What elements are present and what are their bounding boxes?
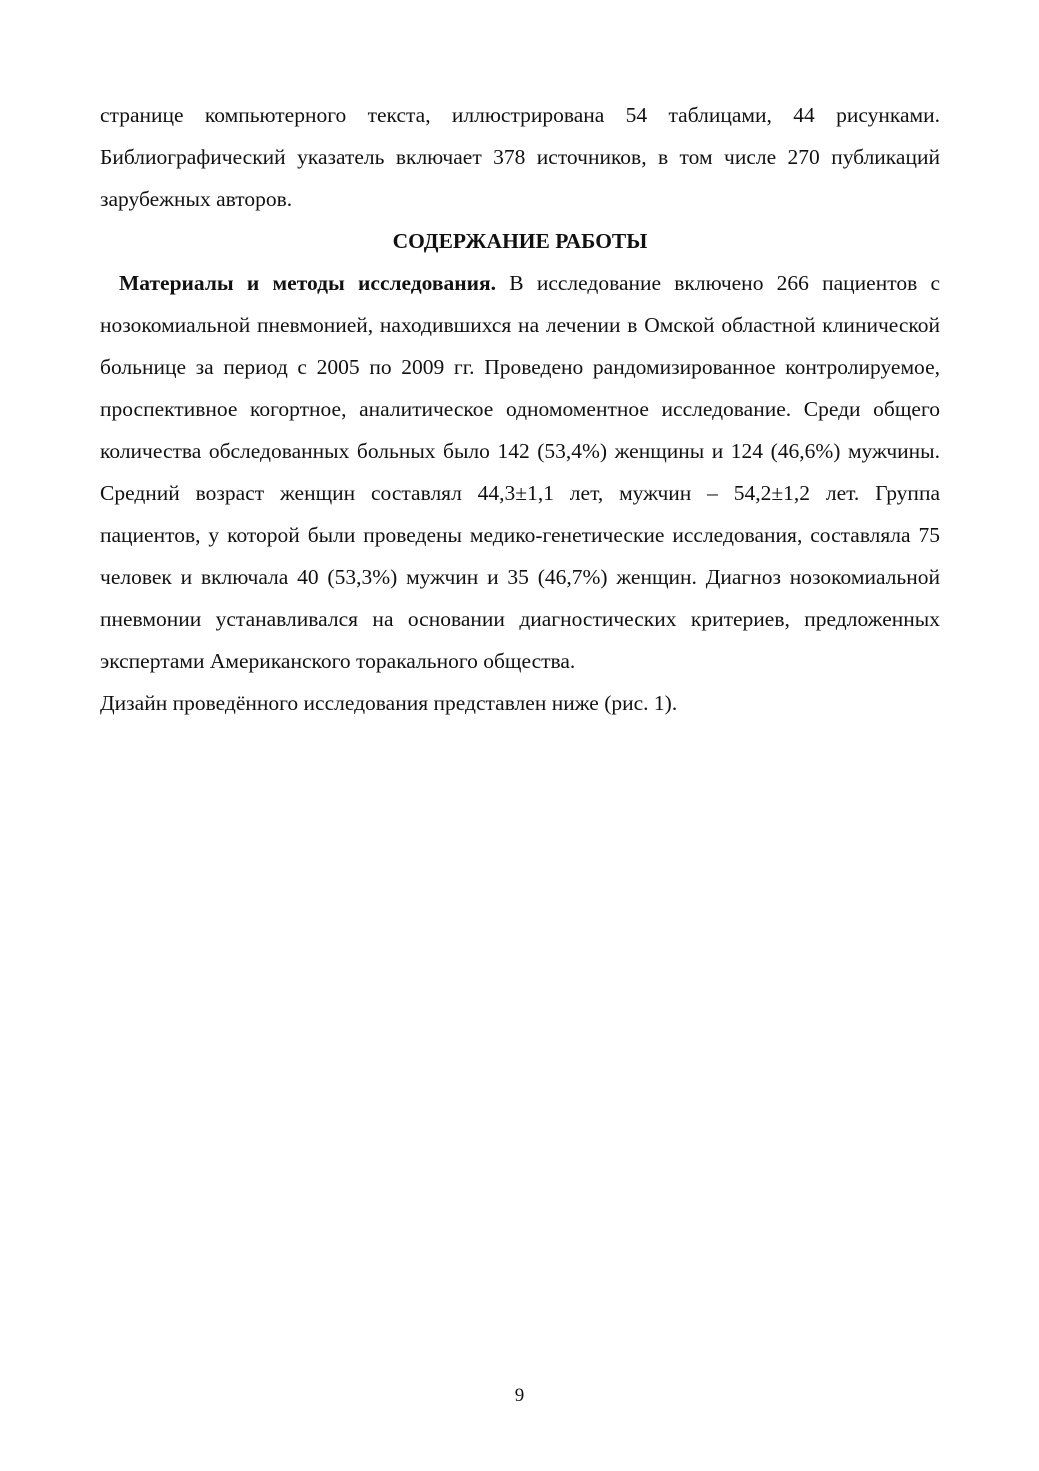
methods-body: В исследование включено 266 пациентов с нозокомиальной пневмонией, находившихся на лечении в Омской областной клинической больнице за период с 2005 по 2009 гг. Проведено рандомизированное контролируемое, проспективное когортное, аналитическое одномоментное исследование. Среди общего количества обследованных больных было 142 (53,4%) женщины и 124 (46,6%) мужчины. Средний возраст женщин составлял 44,3±1,1 лет, мужчин – 54,2±1,2 лет. Группа пациентов, у которой были проведены медико-генетические исследования, составляла 75 человек и включала 40 (53,3%) мужчин и 35 (46,7%) женщин. Диагноз нозокомиальной пневмонии устанавливался на основании диагностических критериев, предложенных экспертами Американского торакального общества. <box>100 271 940 673</box>
body-text <box>100 94 940 724</box>
methods-paragraph <box>100 262 940 682</box>
page-number: 9 <box>514 1385 525 1406</box>
design-sentence: Дизайн проведённого исследования представлен ниже (рис. 1). <box>100 691 678 715</box>
intro-paragraph: странице компьютерного текста, иллюстрирована 54 таблицами, 44 рисунками. Библиографический указатель включает 378 источников, в том числе 270 публикаций зарубежных авторов. <box>100 103 940 211</box>
methods-lead: Материалы и методы исследования. <box>119 271 497 295</box>
section-heading: СОДЕРЖАНИЕ РАБОТЫ <box>392 229 648 253</box>
